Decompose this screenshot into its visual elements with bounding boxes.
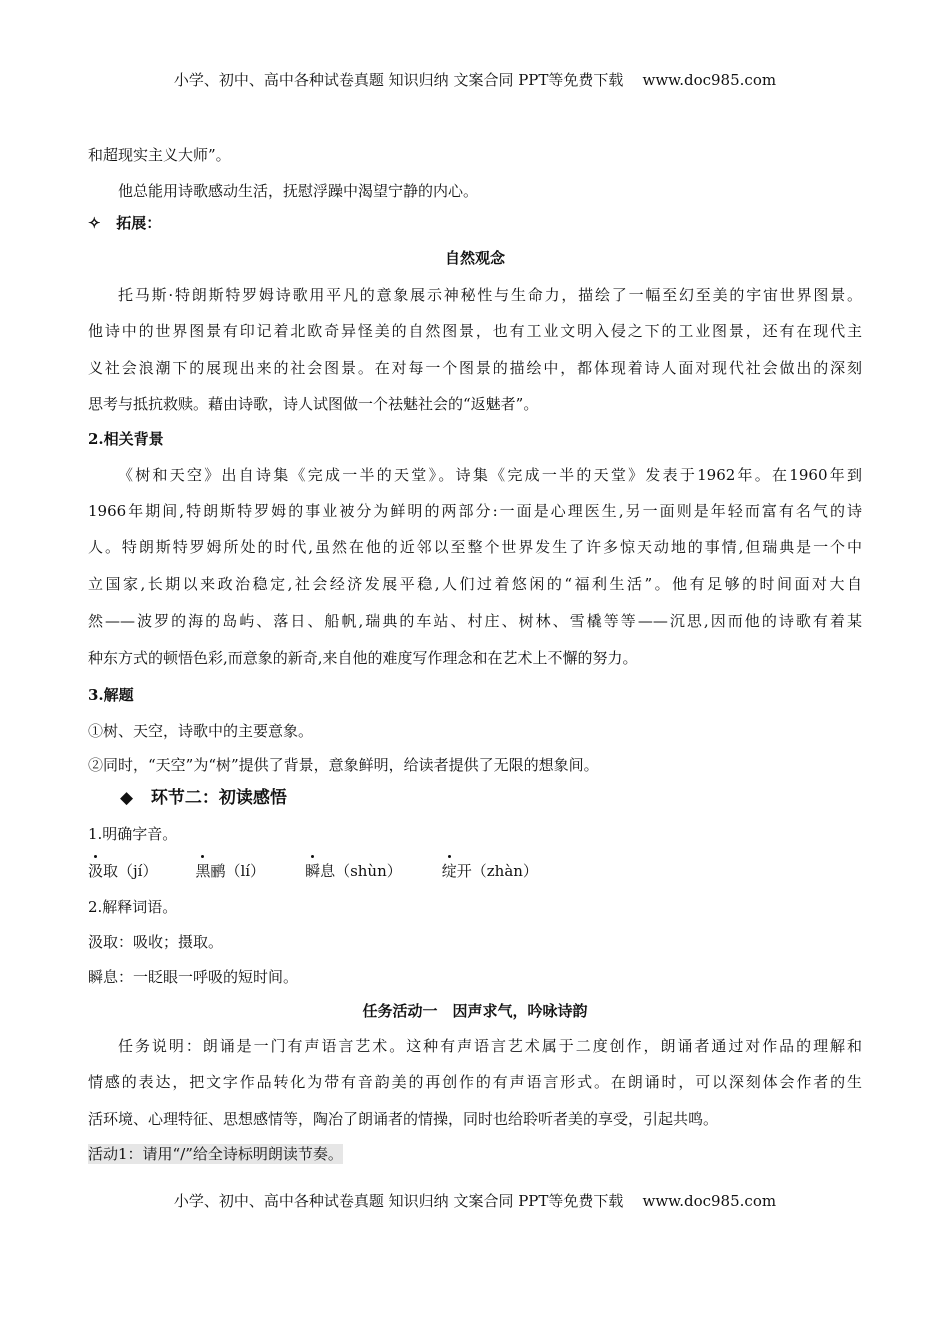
- section-title: 自然观念: [444, 249, 505, 267]
- paragraph-line: 情感的表达，把文字作品转化为带有音韵美的再创作的有声语言形式。在朗诵时，可以深刻体会作者的生: [88, 1073, 862, 1091]
- paragraph-line: 他诗中的世界图景有印记着北欧奇异怪美的自然图景，也有工业文明入侵之下的工业图景，还有在现代主: [88, 322, 862, 340]
- page-footer: 小学、初中、高中各种试卷真题 知识归纳 文案合同 PPT等免费下载 www.doc985.com: [173, 1192, 777, 1210]
- page-header: 小学、初中、高中各种试卷真题 知识归纳 文案合同 PPT等免费下载 www.doc985.com: [173, 71, 777, 89]
- section-label: 环节二：初读感悟: [150, 788, 287, 808]
- sparkle-icon: ✧: [88, 214, 101, 232]
- paragraph-line: ①树、天空，诗歌中的主要意象。: [88, 722, 314, 740]
- pinyin-item: 绽开（zhàn）: [441, 862, 538, 880]
- paragraph-line: 1966年期间,特朗斯特罗姆的事业被分为鲜明的两部分:一面是心理医生,另一面则是年轻而富有名气的诗: [88, 502, 862, 520]
- paragraph-line: 人。特朗斯特罗姆所处的时代,虽然在他的近邻以至整个世界发生了许多惊天动地的事情,但瑞典是一个中: [88, 538, 862, 556]
- pinyin-list: [88, 861, 576, 881]
- paragraph-line: ②同时，“天空”为“树”提供了背景，意象鲜明，给读者提供了无限的想象间。: [88, 756, 599, 774]
- pinyin-item: 瞬息（shùn）: [305, 862, 402, 880]
- extension-heading: [88, 213, 161, 233]
- paragraph-line: 托马斯·特朗斯特罗姆诗歌用平凡的意象展示神秘性与生命力，描绘了一幅至幻至美的宇宙世界图景。: [118, 286, 862, 304]
- paragraph-line: 然——波罗的海的岛屿、落日、船帆,瑞典的车站、村庄、树林、雪橇等等——沉思,因而他的诗歌有着某: [88, 612, 862, 630]
- paragraph-line: 和超现实主义大师”。: [88, 146, 231, 164]
- paragraph-line: 义社会浪潮下的展现出来的社会图景。在对每一个图景的描绘中，都体现着诗人面对现代社会做出的深刻: [88, 359, 862, 377]
- definition-line: 汲取：吸收；摄取。: [88, 933, 224, 951]
- question-line: 1.明确字音。: [88, 825, 178, 843]
- definition-line: 瞬息：一眨眼一呼吸的短时间。: [88, 968, 299, 986]
- paragraph-line: 立国家,长期以来政治稳定,社会经济发展平稳,人们过着悠闲的“福利生活”。他有足够的时间面对大自: [88, 575, 862, 593]
- heading-title-analysis: 3.解题: [88, 686, 134, 704]
- diamond-icon: ◆: [120, 788, 134, 808]
- section-heading: [120, 788, 287, 808]
- activity-line: 活动1：请用“/”给全诗标明朗读节奏。: [88, 1145, 343, 1163]
- paragraph-line: 《树和天空》出自诗集《完成一半的天堂》。诗集《完成一半的天堂》发表于1962年。在1960年到: [118, 466, 862, 484]
- extension-label: 拓展：: [116, 214, 162, 232]
- pinyin-item: 黑鹂（lí）: [195, 862, 266, 880]
- heading-background: 2.相关背景: [88, 430, 164, 448]
- paragraph-line: 任务说明：朗诵是一门有声语言艺术。这种有声语言艺术属于二度创作，朗诵者通过对作品的理解和: [118, 1037, 862, 1055]
- paragraph-line: 种东方式的顿悟色彩,而意象的新奇,来自他的难度写作理念和在艺术上不懈的努力。: [88, 649, 638, 667]
- question-line: 2.解释词语。: [88, 898, 178, 916]
- task-title: 任务活动一 因声求气，吟咏诗韵: [362, 1002, 588, 1020]
- paragraph-line: 他总能用诗歌感动生活，抚慰浮躁中渴望宁静的内心。: [118, 182, 479, 200]
- paragraph-line: 思考与抵抗救赎。藉由诗歌，诗人试图做一个祛魅社会的“返魅者”。: [88, 395, 539, 413]
- pinyin-item: 汲取（jí）: [88, 862, 158, 880]
- paragraph-line: 活环境、心理特征、思想感情等，陶冶了朗诵者的情操，同时也给聆听者美的享受，引起共鸣。: [88, 1110, 719, 1128]
